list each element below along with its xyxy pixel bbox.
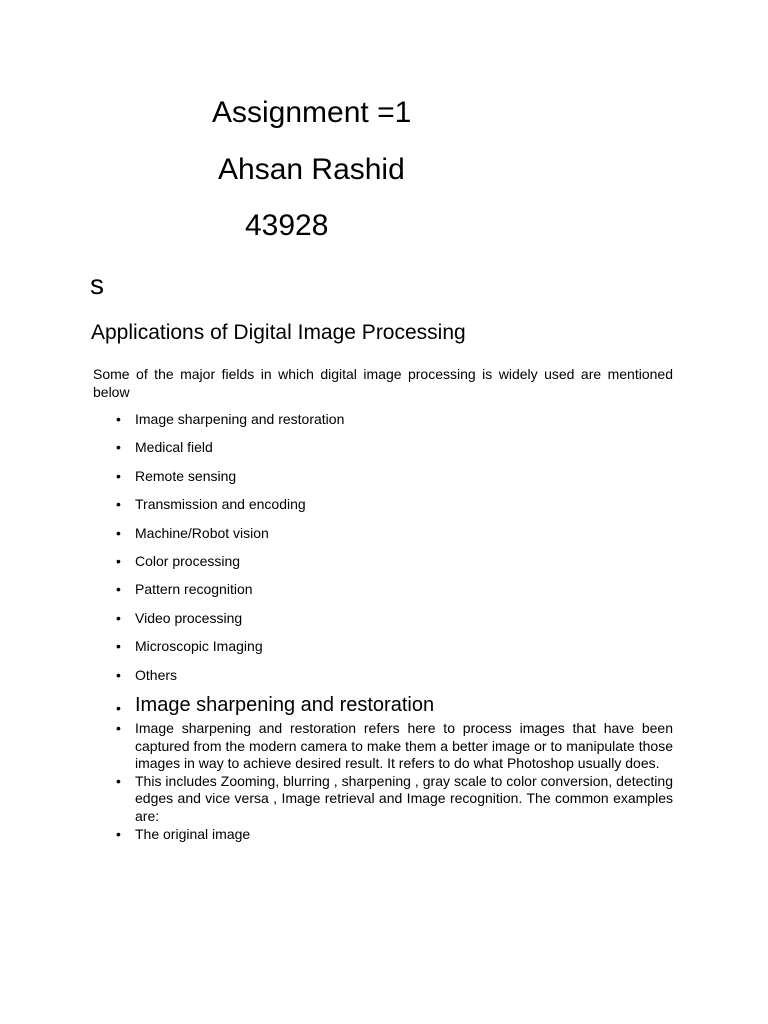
author-name: Ahsan Rashid: [218, 153, 405, 186]
list-item: • This includes Zooming, blurring , sharpening , gray scale to color conversion, detecting edges and vice versa , Image retrieval and Image recognition. The common examples are:: [93, 773, 673, 826]
student-id: 43928: [245, 209, 329, 242]
list-item: • Others: [93, 666, 673, 694]
list-item: • Transmission and encoding: [93, 495, 673, 523]
fields-list: [93, 410, 673, 694]
subsection-heading: • Image sharpening and restoration: [93, 693, 673, 717]
stray-letter: s: [90, 269, 104, 300]
list-item: • Color processing: [93, 552, 673, 580]
list-item: • Remote sensing: [93, 467, 673, 495]
assignment-title: Assignment =1: [212, 96, 412, 129]
section-heading: Applications of Digital Image Processing: [91, 321, 466, 344]
list-item: • Image sharpening and restoration: [93, 410, 673, 438]
details-list: [93, 720, 673, 843]
list-item: • Microscopic Imaging: [93, 637, 673, 665]
intro-paragraph: Some of the major fields in which digital image processing is widely used are mentioned below: [93, 366, 673, 400]
list-item: • The original image: [93, 826, 673, 844]
list-item: • Machine/Robot vision: [93, 524, 673, 552]
list-item: • Video processing: [93, 609, 673, 637]
list-item: • Medical field: [93, 438, 673, 466]
subsection-heading-list: [93, 693, 673, 717]
list-item: • Image sharpening and restoration refers here to process images that have been captured from the modern camera to make them a better image or to manipulate those images in way to achieve desired result. It refers to do what Photoshop usually does.: [93, 720, 673, 773]
list-item: • Pattern recognition: [93, 580, 673, 608]
